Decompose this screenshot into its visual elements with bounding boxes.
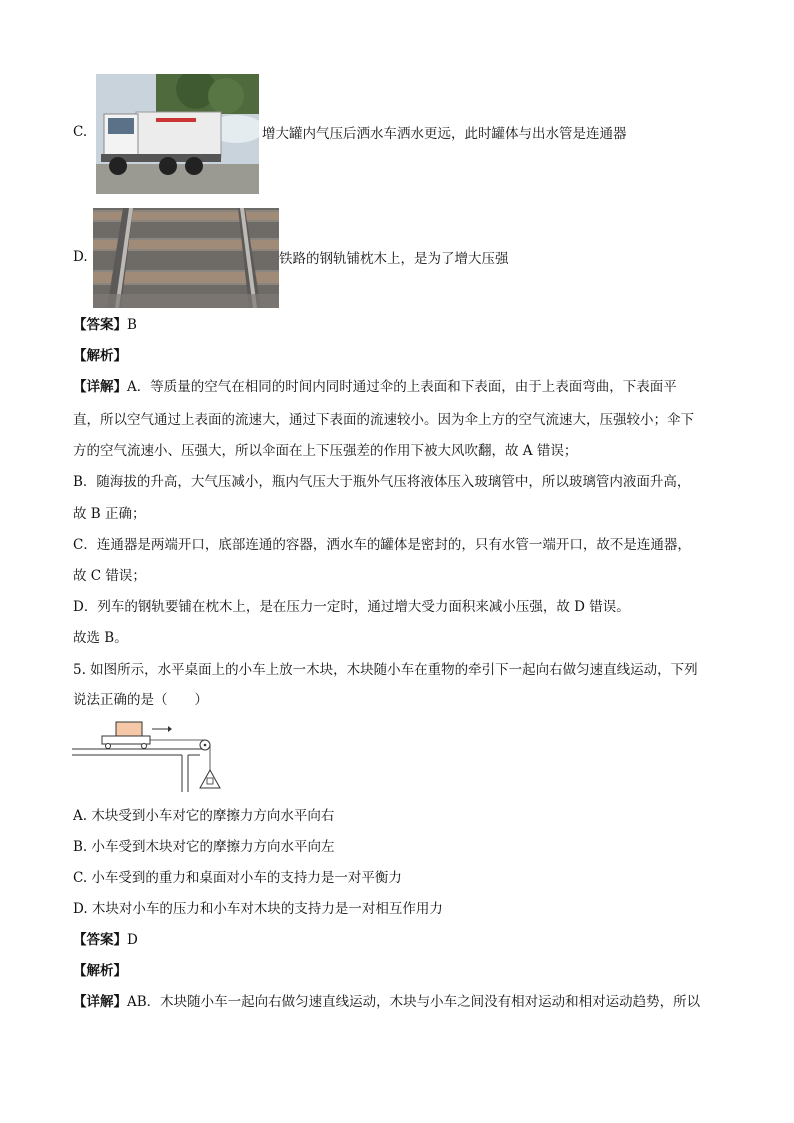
detail-line-5: 故 B 正确； [73, 506, 146, 522]
option-d-letter: D. [73, 249, 88, 265]
q5-detail-label: 【详解】 [73, 994, 127, 1010]
q5-stem-line-2: 说法正确的是（ ） [73, 692, 208, 708]
detail-text: A．等质量的空气在相同的时间内同时通过伞的上表面和下表面，由于上表面弯曲，下表面平 [127, 379, 677, 395]
q5-stem-line-1: 5. 如图所示，水平桌面上的小车上放一木块，木块随小车在重物的牵引下一起向右做匀速直线运动，下列 [73, 662, 698, 678]
q5-analysis-label: 【解析】 [73, 963, 127, 979]
option-c-text: 增大罐内气压后洒水车洒水更远，此时罐体与出水管是连通器 [262, 126, 627, 142]
sprinkler-truck-photo [96, 74, 259, 194]
q5-option-a: A. 木块受到小车对它的摩擦力方向水平向右 [73, 808, 335, 824]
answer-row [73, 315, 137, 335]
detail-line-6: C．连通器是两端开口，底部连通的容器，洒水车的罐体是密封的，只有水管一端开口，故不是连通器， [73, 537, 691, 553]
answer-value: B [127, 317, 137, 333]
detail-line-3: 方的空气流速小、压强大，所以伞面在上下压强差的作用下被大风吹翻，故 A 错误； [73, 443, 578, 459]
option-d-text: 铁路的钢轨铺枕木上，是为了增大压强 [279, 251, 509, 267]
option-c-letter: C. [73, 124, 88, 140]
q5-option-d: D. 木块对小车的压力和小车对木块的支持力是一对相互作用力 [73, 901, 443, 917]
q5-detail-line [73, 992, 700, 1012]
analysis-label: 【解析】 [73, 348, 127, 364]
q5-answer-label: 【答案】 [73, 932, 127, 948]
detail-line-8: D．列车的钢轨要铺在枕木上，是在压力一定时，通过增大受力面积来减小压强，故 D 错误。 [73, 599, 630, 615]
detail-line-4: B．随海拔的升高，大气压减小，瓶内气压大于瓶外气压将液体压入玻璃管中，所以玻璃管内液面升高， [73, 474, 691, 490]
detail-line-2: 直，所以空气通过上表面的流速大，通过下表面的流速较小。因为伞上方的空气流速大，压强较小；伞下 [73, 412, 694, 428]
detail-line-7: 故 C 错误； [73, 568, 146, 584]
q5-option-b: B. 小车受到木块对它的摩擦力方向水平向左 [73, 839, 335, 855]
detail-line-9: 故选 B。 [73, 630, 128, 646]
q5-detail-text: AB．木块随小车一起向右做匀速直线运动，木块与小车之间没有相对运动和相对运动趋势，所以 [127, 994, 701, 1010]
q5-answer-row [73, 930, 138, 950]
railway-track-photo [93, 208, 279, 308]
detail-label: 【详解】 [73, 379, 127, 395]
q5-answer-value: D [127, 932, 138, 948]
detail-line-1 [73, 377, 677, 397]
q5-option-c: C. 小车受到的重力和桌面对小车的支持力是一对平衡力 [73, 870, 402, 886]
cart-pulley-diagram [72, 714, 232, 794]
answer-label: 【答案】 [73, 317, 127, 333]
